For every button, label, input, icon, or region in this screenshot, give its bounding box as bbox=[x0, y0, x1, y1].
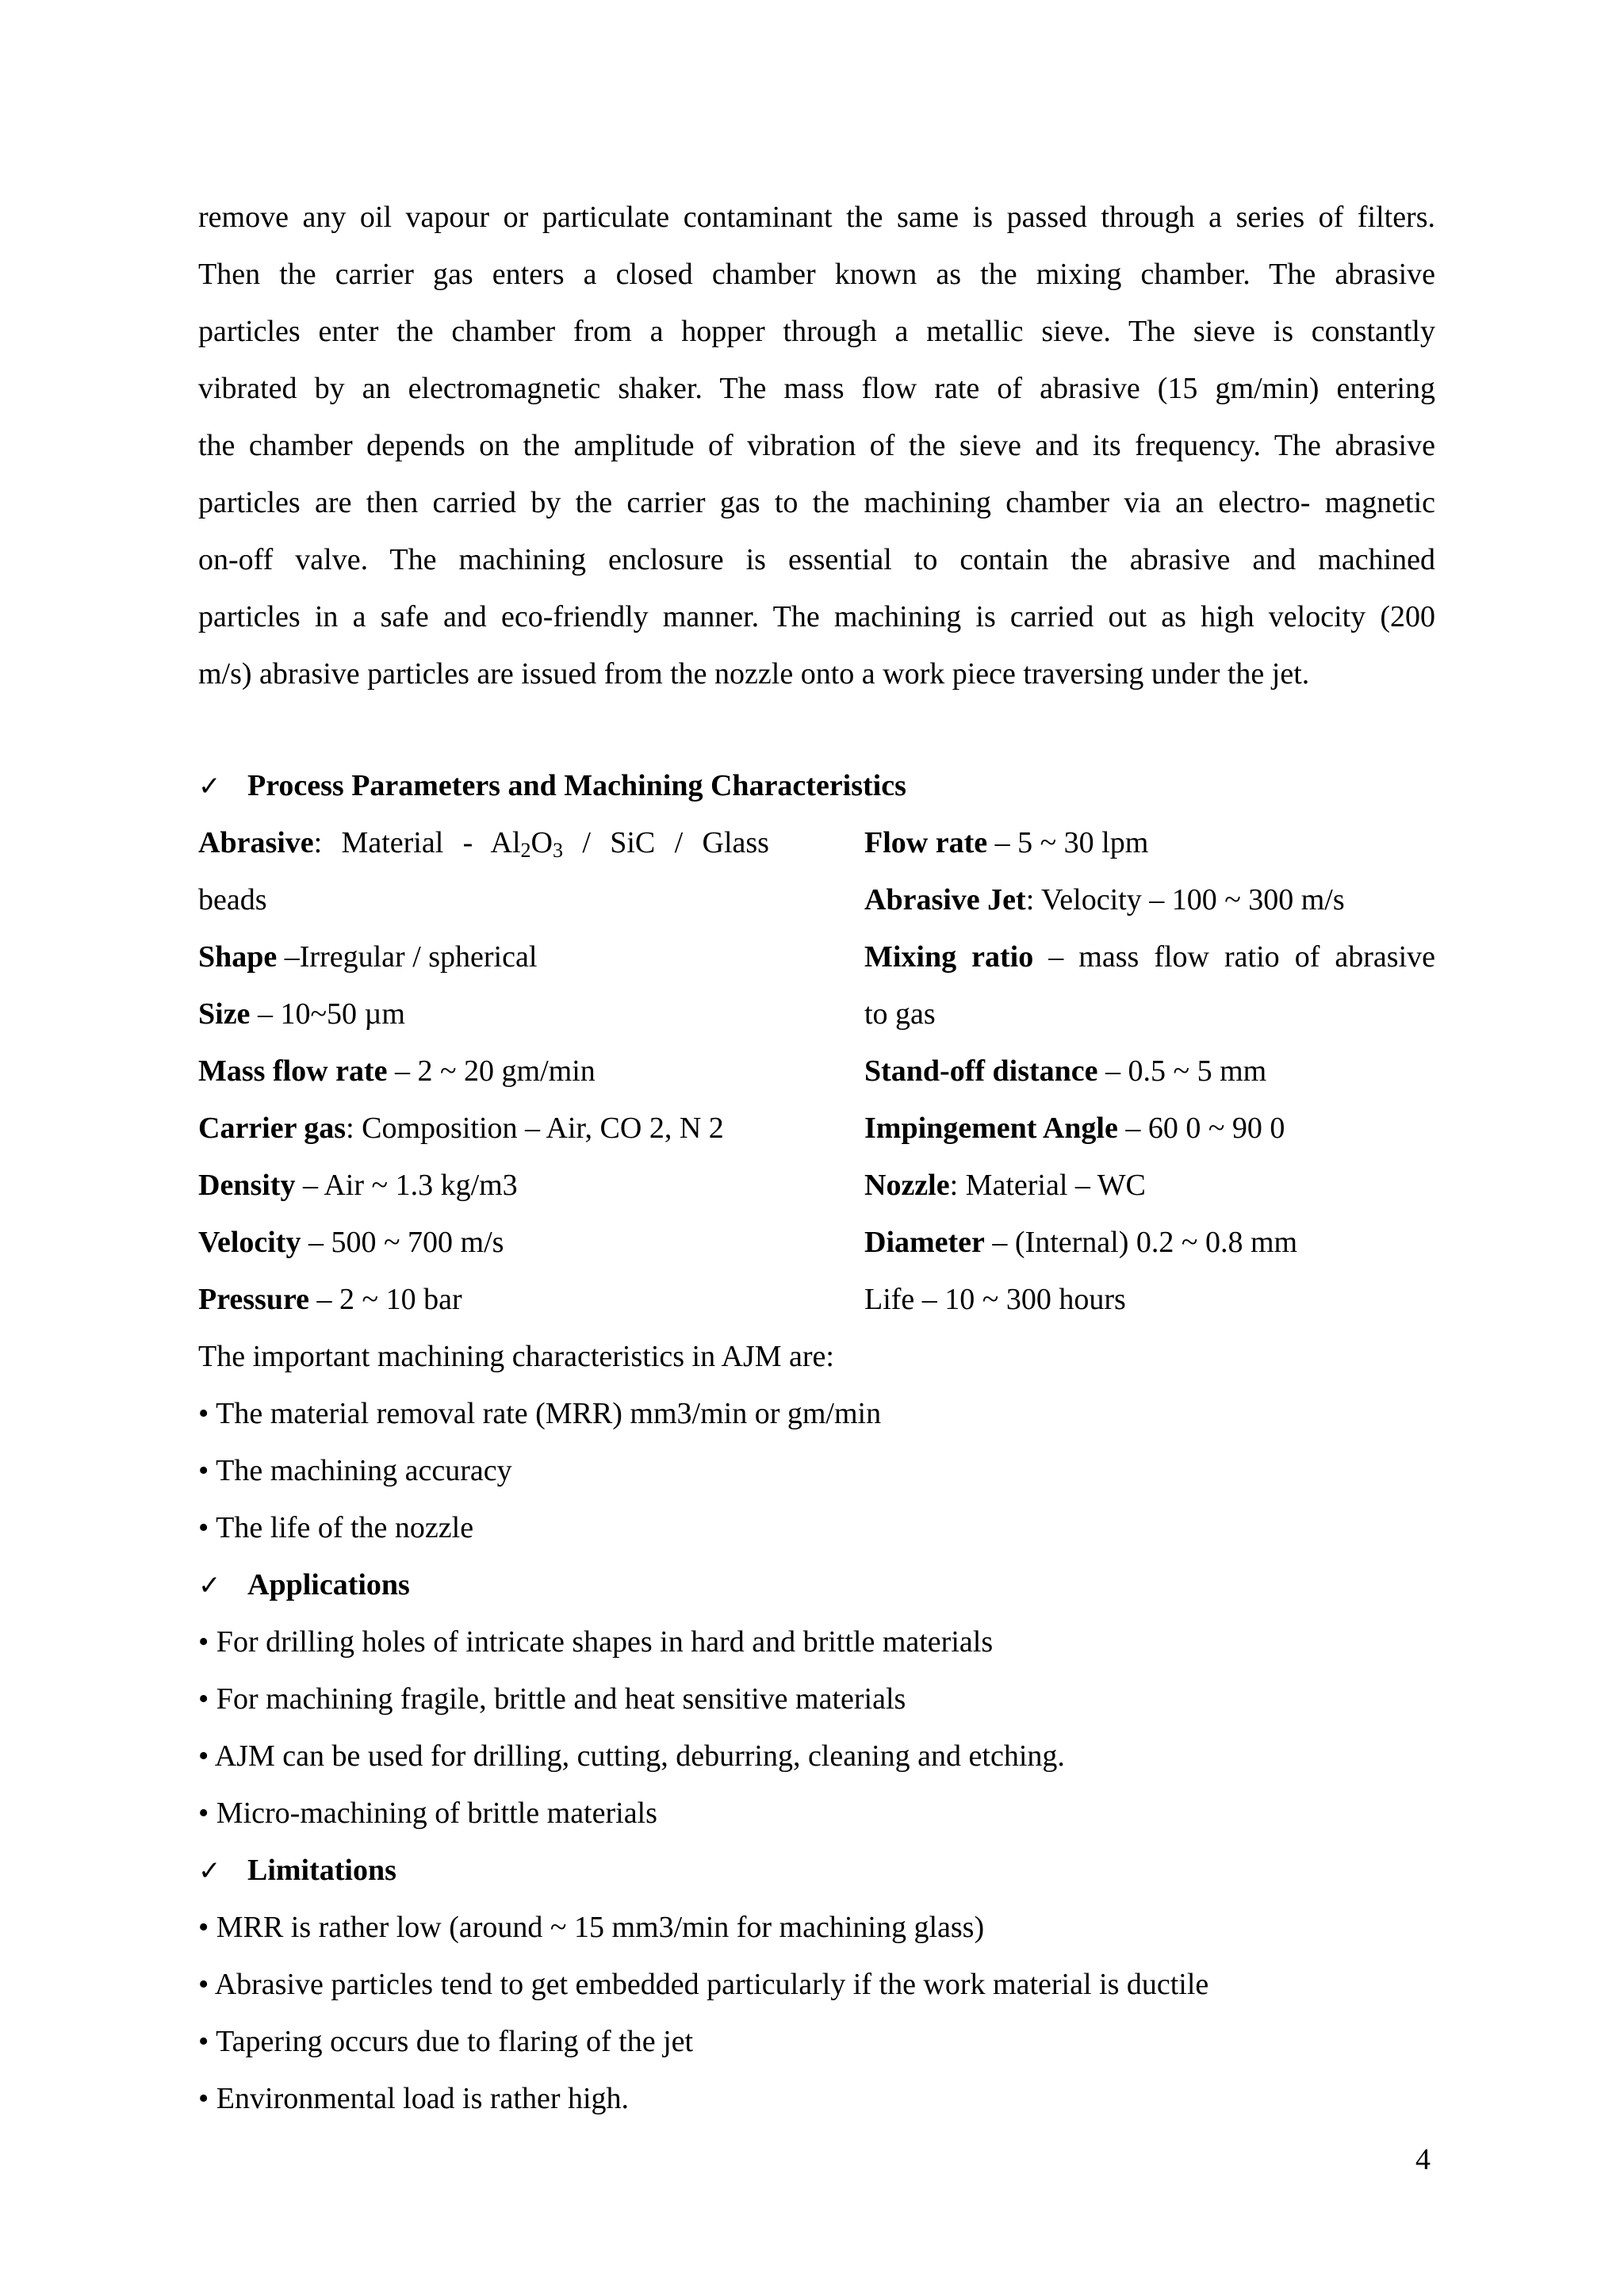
paragraph-line: m/s) abrasive particles are issued from the nozzle onto a work piece traversing under the jet. bbox=[198, 657, 1310, 691]
list-item: • Environmental load is rather high. bbox=[198, 2082, 630, 2115]
paragraph-line: Then the carrier gas enters a closed chamber known as the mixing chamber. The abrasive bbox=[198, 258, 1435, 291]
section-heading-parameters bbox=[198, 757, 906, 814]
checkmark-icon: ✓ bbox=[198, 771, 221, 802]
list-item: • For drilling holes of intricate shapes in hard and brittle materials bbox=[198, 1625, 994, 1659]
param-density: Density – Air ~ 1.3 kg/m3 bbox=[198, 1169, 518, 1202]
list-item: • The life of the nozzle bbox=[198, 1511, 474, 1544]
param-nozzle: Nozzle: Material – WC bbox=[864, 1169, 1146, 1202]
list-item: • For machining fragile, brittle and heat sensitive materials bbox=[198, 1682, 906, 1716]
list-item: • MRR is rather low (around ~ 15 mm3/min for machining glass) bbox=[198, 1911, 985, 1944]
param-label: Flow rate bbox=[864, 826, 988, 859]
param-label: Pressure bbox=[198, 1283, 310, 1316]
section-heading-text: Process Parameters and Machining Characteristics bbox=[247, 769, 906, 802]
paragraph-line: vibrated by an electromagnetic shaker. The mass flow rate of abrasive (15 gm/min) entering bbox=[198, 372, 1435, 405]
section-heading-limitations bbox=[198, 1842, 396, 1899]
param-label: Shape bbox=[198, 940, 278, 974]
param-pressure: Pressure – 2 ~ 10 bar bbox=[198, 1283, 462, 1316]
section-heading-text: Applications bbox=[247, 1568, 410, 1601]
param-label: Size bbox=[198, 997, 251, 1031]
paragraph-line: particles are then carried by the carrier gas to the machining chamber via an electro- magnetic bbox=[198, 486, 1435, 519]
checkmark-icon: ✓ bbox=[198, 1570, 221, 1601]
paragraph-line: on-off valve. The machining enclosure is essential to contain the abrasive and machined bbox=[198, 543, 1435, 576]
characteristics-intro: The important machining characteristics in AJM are: bbox=[198, 1340, 834, 1373]
param-label: Mixing ratio bbox=[864, 940, 1034, 974]
page-number: 4 bbox=[1415, 2143, 1431, 2176]
paragraph-line: the chamber depends on the amplitude of vibration of the sieve and its frequency. The abrasive bbox=[198, 429, 1435, 462]
paragraph-line: particles enter the chamber from a hopper through a metallic sieve. The sieve is constantly bbox=[198, 315, 1435, 348]
param-label: Abrasive bbox=[198, 826, 314, 859]
param-label: Impingement Angle bbox=[864, 1112, 1118, 1145]
param-label: Density bbox=[198, 1169, 296, 1202]
param-velocity: Velocity – 500 ~ 700 m/s bbox=[198, 1226, 504, 1259]
param-abrasive-jet: Abrasive Jet: Velocity – 100 ~ 300 m/s bbox=[864, 883, 1345, 916]
param-stand-off-distance: Stand-off distance – 0.5 ~ 5 mm bbox=[864, 1054, 1267, 1088]
list-item: • Abrasive particles tend to get embedded particularly if the work material is ductile bbox=[198, 1968, 1209, 2001]
param-life: Life – 10 ~ 300 hours bbox=[864, 1283, 1126, 1316]
param-flow-rate: Flow rate – 5 ~ 30 lpm bbox=[864, 826, 1149, 859]
body-paragraph bbox=[198, 189, 1435, 702]
param-mixing-ratio-continued: to gas bbox=[864, 997, 936, 1031]
list-item: • The machining accuracy bbox=[198, 1454, 512, 1487]
param-label: Diameter bbox=[864, 1226, 985, 1259]
checkmark-icon: ✓ bbox=[198, 1855, 221, 1887]
param-label: Carrier gas bbox=[198, 1112, 347, 1145]
param-carrier-gas: Carrier gas: Composition – Air, CO 2, N 2 bbox=[198, 1112, 724, 1145]
param-abrasive-continued: beads bbox=[198, 883, 267, 916]
param-diameter: Diameter – (Internal) 0.2 ~ 0.8 mm bbox=[864, 1226, 1298, 1259]
section-heading-applications bbox=[198, 1556, 410, 1613]
param-mass-flow-rate: Mass flow rate – 2 ~ 20 gm/min bbox=[198, 1054, 596, 1088]
param-label: Velocity bbox=[198, 1226, 301, 1259]
list-item: • Micro-machining of brittle materials bbox=[198, 1797, 657, 1830]
list-item: • AJM can be used for drilling, cutting, deburring, cleaning and etching. bbox=[198, 1739, 1065, 1773]
param-size: Size – 10~50 µm bbox=[198, 997, 405, 1031]
param-shape: Shape –Irregular / spherical bbox=[198, 940, 538, 974]
list-item: • Tapering occurs due to flaring of the jet bbox=[198, 2025, 694, 2058]
paragraph-line: remove any oil vapour or particulate contaminant the same is passed through a series of filters. bbox=[198, 201, 1435, 234]
param-label: Stand-off distance bbox=[864, 1054, 1098, 1088]
paragraph-line: particles in a safe and eco-friendly manner. The machining is carried out as high velocity (200 bbox=[198, 600, 1435, 633]
param-abrasive: Abrasive: Material - $Al_2O_3$ / SiC / Glass bbox=[198, 826, 769, 862]
param-impingement-angle: Impingement Angle – 60 0 ~ 90 0 bbox=[864, 1112, 1285, 1145]
param-label: Mass flow rate bbox=[198, 1054, 388, 1088]
list-item: • The material removal rate (MRR) mm3/min or gm/min bbox=[198, 1397, 882, 1430]
param-mixing-ratio: Mixing ratio – mass flow ratio of abrasive bbox=[864, 940, 1435, 974]
param-label: Abrasive Jet bbox=[864, 883, 1026, 916]
param-label: Nozzle bbox=[864, 1169, 950, 1202]
section-heading-text: Limitations bbox=[247, 1854, 396, 1887]
